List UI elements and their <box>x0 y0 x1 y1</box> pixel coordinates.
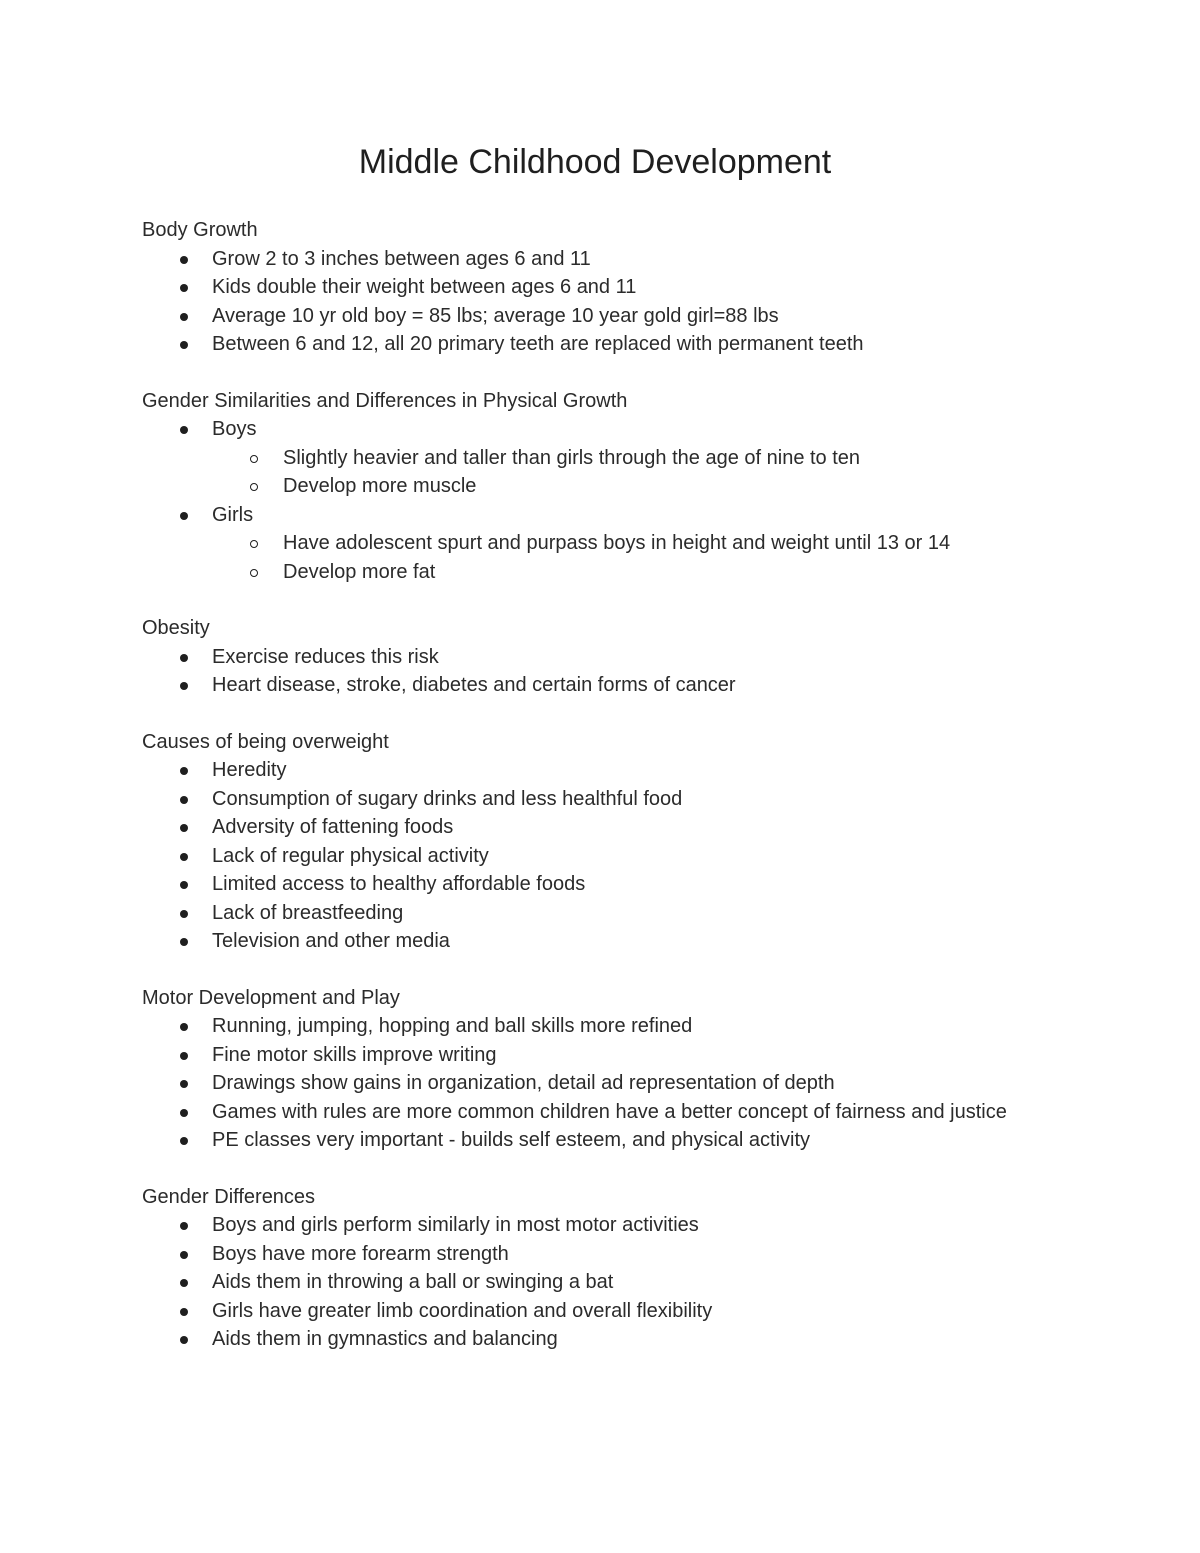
bullet-icon <box>180 256 188 264</box>
bullet-list <box>142 1012 1022 1155</box>
bullet-icon <box>180 853 188 861</box>
list-item <box>212 1297 1022 1326</box>
bullet-icon <box>180 1080 188 1088</box>
list-item <box>212 330 1022 359</box>
list-item-text: Heredity <box>212 759 287 781</box>
list-item-text: Lack of regular physical activity <box>212 844 489 867</box>
list-item-text: Aids them in throwing a ball or swinging a bat <box>212 1271 614 1293</box>
list-item <box>212 671 1022 700</box>
bullet-icon <box>180 654 188 662</box>
list-item-text: Drawings show gains in organization, detail ad representation of depth <box>212 1072 835 1094</box>
section-heading: Body Growth <box>142 219 258 241</box>
list-item-text: Grow 2 to 3 inches between ages 6 and 11 <box>212 247 591 270</box>
list-item <box>212 813 1022 842</box>
list-item <box>212 1098 1022 1127</box>
bullet-list <box>142 756 1022 956</box>
list-item-text: Adversity of fattening foods <box>212 816 454 838</box>
section-gender-differences <box>142 1183 1022 1354</box>
list-item <box>212 927 1022 956</box>
list-item-text: Between 6 and 12, all 20 primary teeth are replaced with permanent teeth <box>212 333 864 355</box>
bullet-icon <box>180 512 188 520</box>
list-item <box>212 1211 1022 1240</box>
list-item-text: Boys <box>212 418 257 440</box>
list-item-text: Consumption of sugary drinks and less healthful food <box>212 787 683 810</box>
list-item-text: Heart disease, stroke, diabetes and certain forms of cancer <box>212 674 736 696</box>
section-heading: Obesity <box>142 617 210 639</box>
hollow-bullet-icon <box>250 455 258 463</box>
list-item <box>212 501 1022 587</box>
sub-bullet-list <box>212 529 1022 586</box>
bullet-icon <box>180 1308 188 1316</box>
bullet-icon <box>180 313 188 321</box>
bullet-icon <box>180 1251 188 1259</box>
section-causes-overweight <box>142 728 1022 956</box>
bullet-icon <box>180 426 188 434</box>
list-item <box>212 1325 1022 1354</box>
sub-list-item-text: Develop more fat <box>283 560 436 583</box>
list-item-text: Fine motor skills improve writing <box>212 1043 497 1066</box>
list-item-text: Aids them in gymnastics and balancing <box>212 1328 558 1350</box>
list-item <box>212 756 1022 785</box>
bullet-icon <box>180 1137 188 1145</box>
section-gender-physical-growth <box>142 387 1022 587</box>
list-item-text: Kids double their weight between ages 6 and 11 <box>212 276 637 298</box>
bullet-icon <box>180 284 188 292</box>
bullet-list <box>142 1211 1022 1354</box>
list-item-text: Boys and girls perform similarly in most motor activities <box>212 1214 699 1236</box>
hollow-bullet-icon <box>250 540 258 548</box>
list-item-text: Boys have more forearm strength <box>212 1242 509 1265</box>
list-item-text: Girls <box>212 503 254 526</box>
list-item-text: Running, jumping, hopping and ball skills more refined <box>212 1015 693 1037</box>
sub-list-item <box>283 472 1022 501</box>
sub-list-item <box>283 444 1022 473</box>
sub-list-item <box>283 558 1022 587</box>
bullet-icon <box>180 1109 188 1117</box>
list-item <box>212 302 1022 331</box>
section-motor-development <box>142 984 1022 1155</box>
hollow-bullet-icon <box>250 483 258 491</box>
bullet-icon <box>180 938 188 946</box>
list-item <box>212 1240 1022 1269</box>
sub-list-item-text: Have adolescent spurt and purpass boys in height and weight until 13 or 14 <box>283 532 951 554</box>
list-item <box>212 899 1022 928</box>
list-item <box>212 273 1022 302</box>
document-body <box>142 216 1022 1382</box>
list-item-text: Lack of breastfeeding <box>212 901 404 924</box>
list-item-text: Games with rules are more common children have a better concept of fairness and justice <box>212 1100 1007 1123</box>
list-item <box>212 1041 1022 1070</box>
bullet-icon <box>180 1279 188 1287</box>
list-item <box>212 643 1022 672</box>
list-item <box>212 415 1022 501</box>
list-item <box>212 1012 1022 1041</box>
list-item <box>212 1268 1022 1297</box>
list-item <box>212 1069 1022 1098</box>
bullet-icon <box>180 1222 188 1230</box>
section-obesity <box>142 614 1022 700</box>
sub-list-item <box>283 529 1022 558</box>
bullet-icon <box>180 881 188 889</box>
section-heading: Causes of being overweight <box>142 730 389 753</box>
list-item <box>212 870 1022 899</box>
bullet-icon <box>180 1023 188 1031</box>
list-item-text: Limited access to healthy affordable foods <box>212 873 586 895</box>
hollow-bullet-icon <box>250 569 258 577</box>
bullet-icon <box>180 910 188 918</box>
bullet-icon <box>180 824 188 832</box>
list-item <box>212 842 1022 871</box>
list-item <box>212 1126 1022 1155</box>
bullet-icon <box>180 796 188 804</box>
bullet-list <box>142 415 1022 586</box>
page-title: Middle Childhood Development <box>358 143 832 181</box>
list-item-text: PE classes very important - builds self esteem, and physical activity <box>212 1129 811 1151</box>
bullet-list <box>142 643 1022 700</box>
section-body-growth <box>142 216 1022 359</box>
sub-list-item-text: Slightly heavier and taller than girls through the age of nine to ten <box>283 446 861 469</box>
list-item <box>212 785 1022 814</box>
sub-bullet-list <box>212 444 1022 501</box>
list-item-text: Television and other media <box>212 930 450 952</box>
section-heading: Gender Similarities and Differences in Physical Growth <box>142 389 628 412</box>
sub-list-item-text: Develop more muscle <box>283 475 477 497</box>
bullet-icon <box>180 1336 188 1344</box>
bullet-icon <box>180 682 188 690</box>
bullet-icon <box>180 341 188 349</box>
list-item-text: Girls have greater limb coordination and overall flexibility <box>212 1299 713 1322</box>
list-item <box>212 245 1022 274</box>
section-heading: Gender Differences <box>142 1185 316 1208</box>
list-item-text: Average 10 yr old boy = 85 lbs; average 10 year gold girl=88 lbs <box>212 304 779 327</box>
list-item-text: Exercise reduces this risk <box>212 645 439 668</box>
section-heading: Motor Development and Play <box>142 986 400 1009</box>
bullet-icon <box>180 1052 188 1060</box>
bullet-icon <box>180 767 188 775</box>
bullet-list <box>142 245 1022 359</box>
